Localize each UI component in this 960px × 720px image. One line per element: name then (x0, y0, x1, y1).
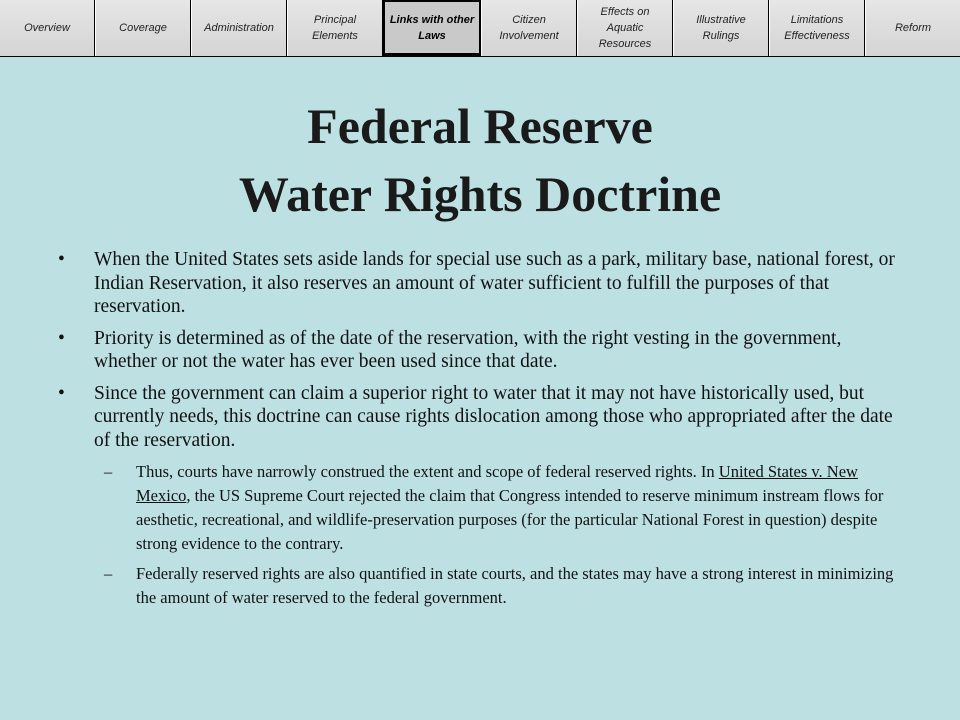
case-link-united-states-v-new-mexico[interactable]: United States v. New Mexico (136, 462, 858, 505)
bullet-marker: • (58, 327, 65, 349)
nav-button-citizen-involvement[interactable]: Citizen Involvement (481, 0, 577, 56)
sub-bullet-marker: – (104, 564, 113, 583)
bullet-marker: • (58, 382, 65, 404)
nav-button-coverage[interactable]: Coverage (95, 0, 191, 56)
nav-button-principal-elements[interactable]: Principal Elements (287, 0, 383, 56)
slide-body (58, 248, 908, 616)
nav-button-links-with-other-laws[interactable]: Links with other Laws (383, 0, 481, 56)
nav-button-illustrative-rulings[interactable]: Illustrative Rulings (673, 0, 769, 56)
sub-bullet-text-after: , the US Supreme Court rejected the claim that Congress intended to reserve minimum instream flows for aesthetic, recreational, and wildlife-preservation purposes (for the particular National Forest in question) despite strong evidence to the contrary. (136, 486, 884, 553)
bullet-item (58, 327, 908, 374)
nav-button-overview[interactable]: Overview (0, 0, 95, 56)
bullet-text: Priority is determined as of the date of the reservation, with the right vesting in the government, whether or not the water has ever been used since that date. (94, 327, 842, 372)
nav-button-effects-on-aquatic-resources[interactable]: Effects on Aquatic Resources (577, 0, 673, 56)
bullet-text: Since the government can claim a superior right to water that it may not have historically used, but currently needs, this doctrine can cause rights dislocation among those who appropriated after the date of the reservation. (94, 382, 893, 451)
page-title-line-2: Water Rights Doctrine (238, 166, 722, 222)
nav-button-administration[interactable]: Administration (191, 0, 287, 56)
sub-bullet-text-before: Thus, courts have narrowly construed the extent and scope of federal reserved rights. In (136, 462, 719, 481)
page-title (0, 92, 960, 228)
sub-bullet-item (58, 460, 908, 556)
page-title-line-1: Federal Reserve (307, 98, 653, 154)
nav-button-limitations-effectiveness[interactable]: Limitations Effectiveness (769, 0, 865, 56)
sub-bullet-marker: – (104, 462, 113, 481)
sub-bullet-text: Federally reserved rights are also quantified in state courts, and the states may have a strong interest in minimizing the amount of water reserved to the federal government. (136, 564, 894, 607)
bullet-item (58, 248, 908, 319)
top-navigation-bar (0, 0, 960, 57)
sub-bullet-item (58, 562, 908, 610)
bullet-marker: • (58, 249, 65, 270)
bullet-item (58, 382, 908, 453)
bullet-text: When the United States sets aside lands for special use such as a park, military base, national forest, or Indian Reservation, it also reserves an amount of water sufficient to fulfill the purposes of that reservation. (94, 249, 895, 317)
nav-button-reform[interactable]: Reform (865, 0, 960, 56)
